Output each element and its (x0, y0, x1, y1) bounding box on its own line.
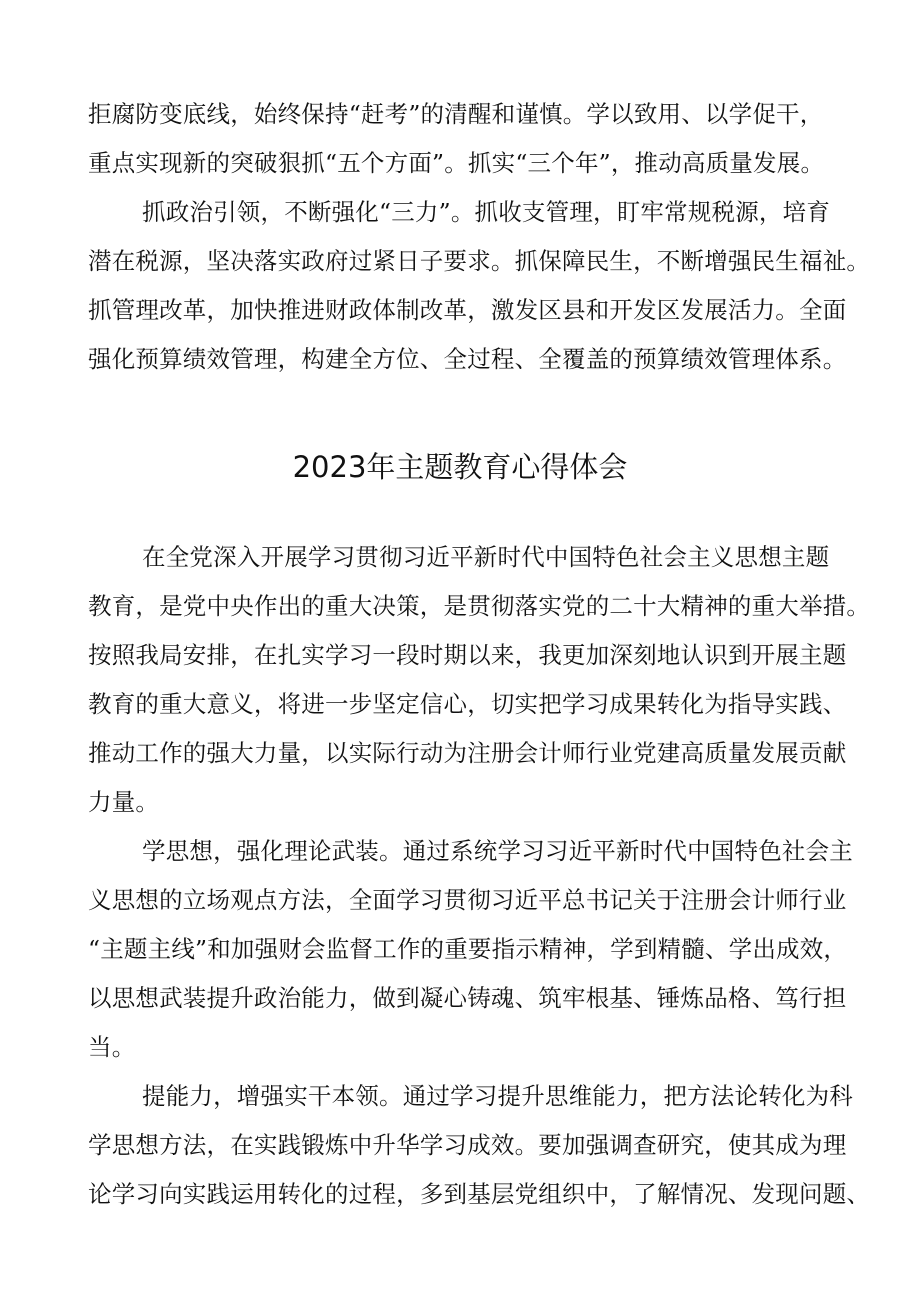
intro-line-5: 抓管理改革，加快推进财政体制改革，激发区县和开发区发展活力。全面 (88, 296, 847, 324)
body-line-4: 教育的重大意义，将进一步坚定信心，切实把学习成果转化为指导实践、 (88, 690, 847, 718)
body-line-10: 以思想武装提升政治能力，做到凝心铸魂、筑牢根基、锤炼品格、笃行担 (88, 984, 847, 1012)
body-line-12: 提能力，增强实干本领。通过学习提升思维能力，把方法论转化为科 (142, 1082, 853, 1110)
body-line-5: 推动工作的强大力量，以实际行动为注册会计师行业党建高质量发展贡献 (88, 739, 847, 767)
body-line-6: 力量。 (88, 788, 160, 816)
body-line-8: 义思想的立场观点方法，全面学习贯彻习近平总书记关于注册会计师行业 (88, 886, 847, 914)
body-line-14: 论学习向实践运用转化的过程，多到基层党组织中，了解情况、发现问题、 (88, 1180, 871, 1208)
body-line-11: 当。 (88, 1033, 136, 1061)
body-line-1: 在全党深入开展学习贯彻习近平新时代中国特色社会主义思想主题 (142, 543, 830, 571)
body-line-9: “主题主线”和加强财会监督工作的重要指示精神，学到精髓、学出成效， (88, 935, 848, 963)
body-line-3: 按照我局安排，在扎实学习一段时期以来，我更加深刻地认识到开展主题 (88, 641, 847, 669)
intro-line-3: 抓政治引领，不断强化“三力”。抓收支管理，盯牢常规税源，培育 (142, 198, 831, 226)
intro-line-6: 强化预算绩效管理，构建全方位、全过程、全覆盖的预算绩效管理体系。 (88, 345, 847, 373)
body-line-7: 学思想，强化理论武装。通过系统学习习近平新时代中国特色社会主 (142, 837, 853, 865)
body-line-2: 教育，是党中央作出的重大决策，是贯彻落实党的二十大精神的重大举措。 (88, 592, 871, 620)
intro-line-2: 重点实现新的突破狠抓“五个方面”。抓实“三个年”，推动高质量发展。 (88, 149, 825, 177)
intro-line-1: 拒腐防变底线，始终保持“赶考”的清醒和谨慎。学以致用、以学促干， (88, 100, 824, 128)
body-line-13: 学思想方法，在实践锻炼中升华学习成效。要加强调查研究，使其成为理 (88, 1131, 847, 1159)
intro-line-4: 潜在税源，坚决落实政府过紧日子要求。抓保障民生，不断增强民生福祉。 (88, 247, 871, 275)
page-title: 2023年主题教育心得体会 (292, 450, 628, 484)
